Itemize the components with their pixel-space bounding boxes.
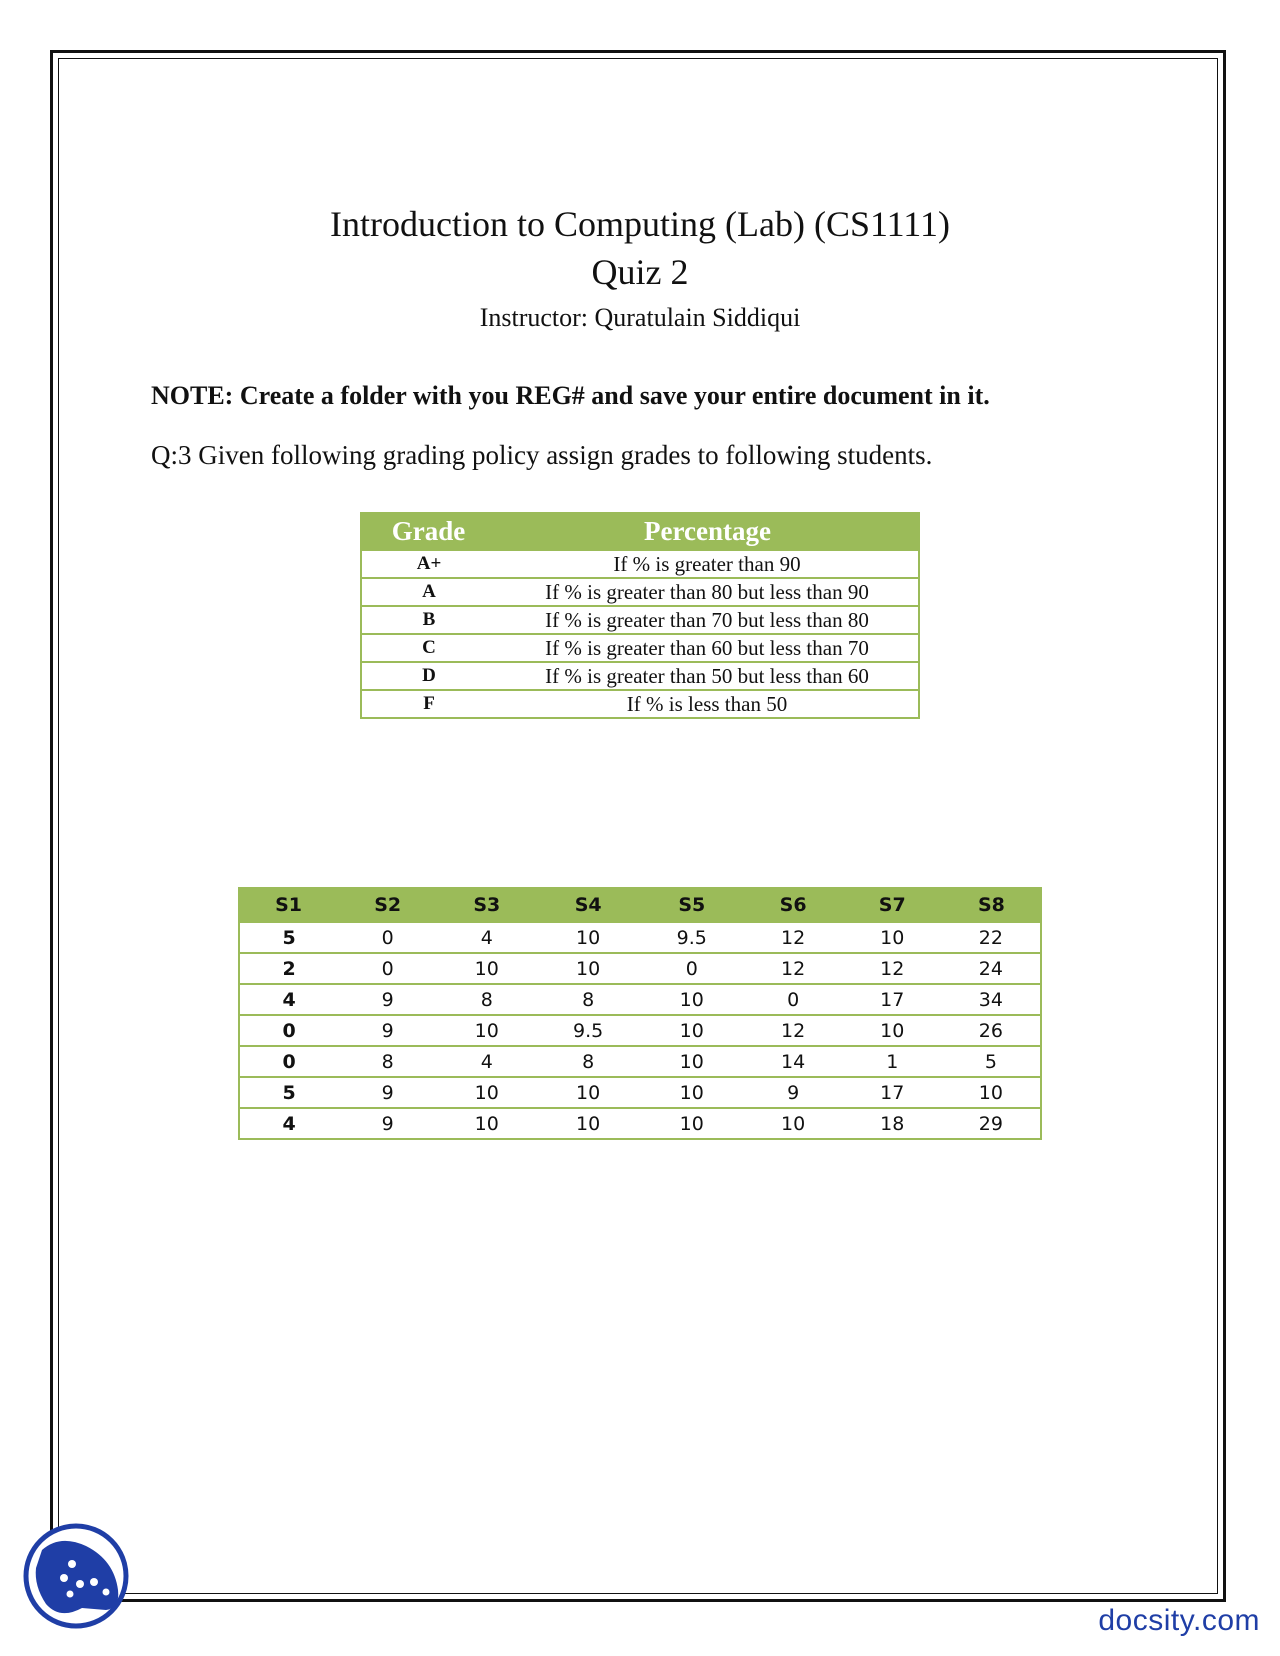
score-cell: 9: [338, 1108, 437, 1139]
score-cell: 22: [942, 922, 1041, 953]
score-cell: 26: [942, 1015, 1041, 1046]
table-row: [239, 984, 1041, 1015]
course-title: Introduction to Computing (Lab) (CS1111): [330, 204, 950, 244]
rule-cell: If % is greater than 60 but less than 70: [496, 634, 919, 662]
score-cell: 10: [942, 1077, 1041, 1108]
score-cell: 10: [640, 1046, 744, 1077]
score-cell: 4: [437, 922, 536, 953]
scores-header-row: [239, 888, 1041, 922]
score-cell: 10: [640, 984, 744, 1015]
score-cell: 0: [338, 953, 437, 984]
grade-cell: B: [361, 606, 496, 634]
score-cell: 9: [744, 1077, 843, 1108]
score-cell: 1: [843, 1046, 942, 1077]
scores-column-header: S2: [338, 888, 437, 922]
score-cell: 9: [338, 1077, 437, 1108]
rule-cell: If % is greater than 70 but less than 80: [496, 606, 919, 634]
score-cell: 18: [843, 1108, 942, 1139]
grading-row: [361, 606, 919, 634]
table-row: [239, 1015, 1041, 1046]
score-cell: 10: [437, 1108, 536, 1139]
table-row: [239, 922, 1041, 953]
grading-table-header-row: [361, 513, 919, 550]
score-cell: 24: [942, 953, 1041, 984]
score-cell: 2: [239, 953, 338, 984]
score-cell: 12: [843, 953, 942, 984]
grade-cell: A+: [361, 550, 496, 578]
score-cell: 8: [437, 984, 536, 1015]
docsity-logo-icon: [20, 1520, 132, 1632]
grading-row: [361, 634, 919, 662]
score-cell: 0: [744, 984, 843, 1015]
score-cell: 8: [338, 1046, 437, 1077]
rule-cell: If % is greater than 50 but less than 60: [496, 662, 919, 690]
score-cell: 10: [640, 1015, 744, 1046]
score-cell: 9: [338, 984, 437, 1015]
rule-cell: If % is greater than 90: [496, 550, 919, 578]
score-cell: 10: [843, 1015, 942, 1046]
grading-row: [361, 578, 919, 606]
score-cell: 8: [536, 984, 640, 1015]
table-row: [239, 1077, 1041, 1108]
score-cell: 5: [942, 1046, 1041, 1077]
table-row: [239, 953, 1041, 984]
grade-column-header: Grade: [361, 513, 496, 550]
quiz-title: Quiz 2: [591, 252, 689, 292]
score-cell: 0: [338, 922, 437, 953]
scores-column-header: S7: [843, 888, 942, 922]
note-text: NOTE: Create a folder with you REG# and save your entire document in it.: [151, 381, 990, 410]
score-cell: 10: [536, 1077, 640, 1108]
score-cell: 12: [744, 953, 843, 984]
scores-column-header: S3: [437, 888, 536, 922]
instructor-line: Instructor: Quratulain Siddiqui: [479, 303, 801, 332]
percentage-column-header: Percentage: [496, 513, 919, 550]
score-cell: 0: [239, 1046, 338, 1077]
brand-link[interactable]: docsity.com: [1098, 1604, 1260, 1637]
score-cell: 12: [744, 922, 843, 953]
rule-cell: If % is less than 50: [496, 690, 919, 718]
grade-cell: D: [361, 662, 496, 690]
score-cell: 5: [239, 922, 338, 953]
table-row: [239, 1108, 1041, 1139]
grading-row: [361, 662, 919, 690]
score-cell: 10: [437, 1077, 536, 1108]
score-cell: 14: [744, 1046, 843, 1077]
grading-policy-table: [360, 512, 920, 719]
score-cell: 9.5: [640, 922, 744, 953]
rule-cell: If % is greater than 80 but less than 90: [496, 578, 919, 606]
score-cell: 9: [338, 1015, 437, 1046]
score-cell: 10: [536, 922, 640, 953]
score-cell: 10: [843, 922, 942, 953]
grade-cell: C: [361, 634, 496, 662]
student-scores-table: [238, 887, 1042, 1140]
scores-column-header: S6: [744, 888, 843, 922]
score-cell: 10: [640, 1077, 744, 1108]
grade-cell: A: [361, 578, 496, 606]
score-cell: 9.5: [536, 1015, 640, 1046]
grading-row: [361, 690, 919, 718]
score-cell: 17: [843, 1077, 942, 1108]
score-cell: 10: [437, 953, 536, 984]
scores-column-header: S5: [640, 888, 744, 922]
score-cell: 10: [536, 1108, 640, 1139]
score-cell: 0: [640, 953, 744, 984]
scores-column-header: S8: [942, 888, 1041, 922]
table-row: [239, 1046, 1041, 1077]
score-cell: 10: [536, 953, 640, 984]
score-cell: 29: [942, 1108, 1041, 1139]
score-cell: 4: [239, 1108, 338, 1139]
grading-row: [361, 550, 919, 578]
score-cell: 10: [437, 1015, 536, 1046]
score-cell: 4: [239, 984, 338, 1015]
score-cell: 5: [239, 1077, 338, 1108]
question-text: Q:3 Given following grading policy assign grades to following students.: [151, 440, 933, 470]
score-cell: 17: [843, 984, 942, 1015]
score-cell: 12: [744, 1015, 843, 1046]
score-cell: 4: [437, 1046, 536, 1077]
score-cell: 34: [942, 984, 1041, 1015]
scores-column-header: S4: [536, 888, 640, 922]
score-cell: 0: [239, 1015, 338, 1046]
score-cell: 10: [744, 1108, 843, 1139]
scores-column-header: S1: [239, 888, 338, 922]
score-cell: 10: [640, 1108, 744, 1139]
grade-cell: F: [361, 690, 496, 718]
score-cell: 8: [536, 1046, 640, 1077]
